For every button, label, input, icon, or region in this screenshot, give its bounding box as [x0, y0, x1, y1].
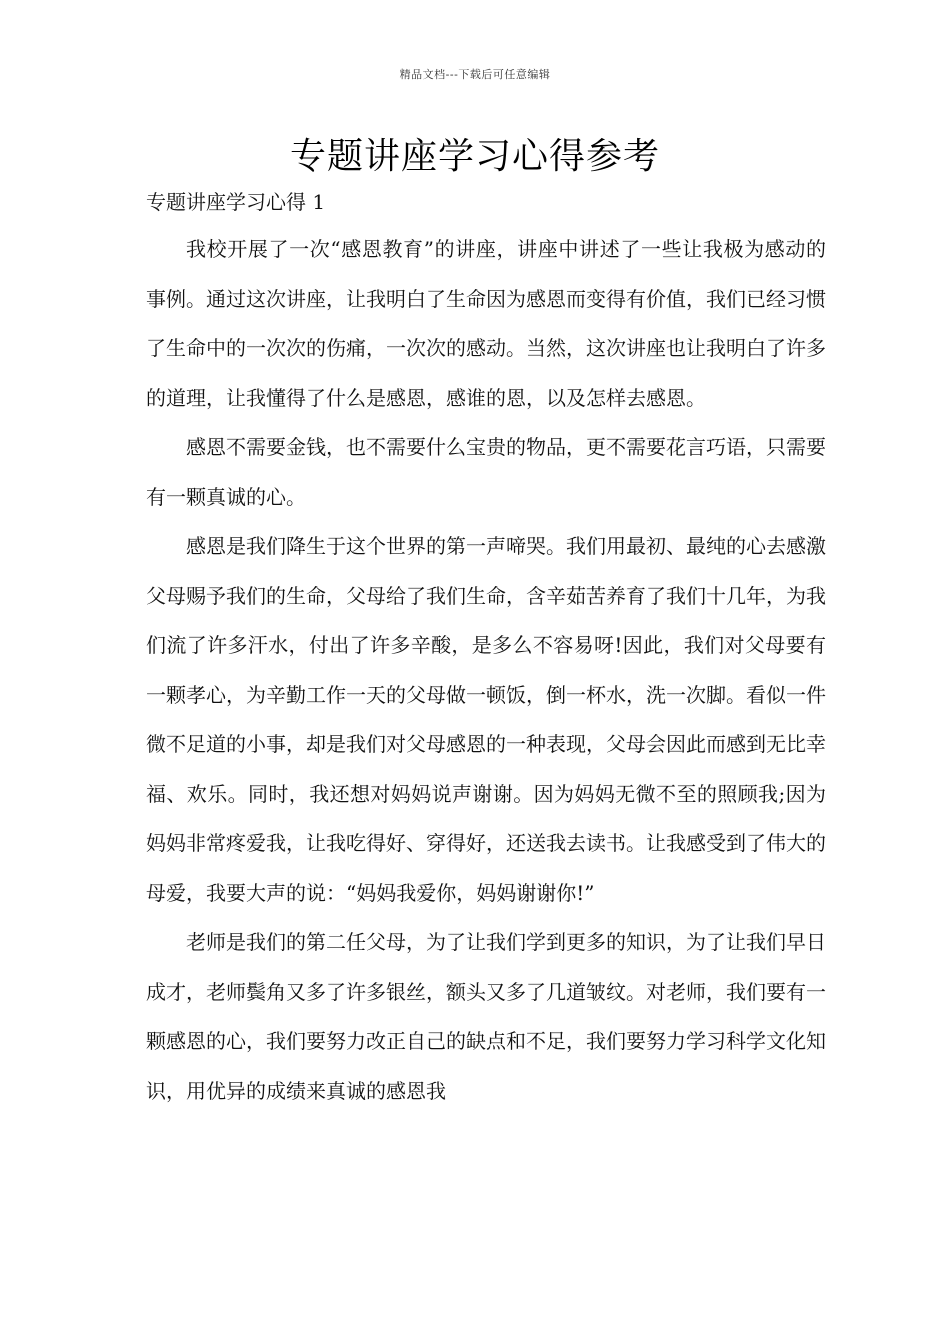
document-body: [146, 225, 826, 1116]
document-title: 专题讲座学习心得参考: [289, 136, 660, 177]
paragraph: 我校开展了一次“感恩教育”的讲座，讲座中讲述了一些让我极为感动的事例。通过这次讲座，让我明白了生命因为感恩而变得有价值，我们已经习惯了生命中的一次次的伤痛，一次次的感动。当然，这次讲座也让我明白了许多的道理，让我懂得了什么是感恩，感谁的恩，以及怎样去感恩。: [146, 237, 826, 410]
header-note: 精品文档---下载后可任意编辑: [399, 68, 551, 81]
paragraph: 老师是我们的第二任父母，为了让我们学到更多的知识，为了让我们早日成才，老师鬓角又多了许多银丝，额头又多了几道皱纹。对老师，我们要有一颗感恩的心，我们要努力改正自己的缺点和不足，我们要努力学习科学文化知识，用优异的成绩来真诚的感恩我: [146, 930, 826, 1103]
paragraph: 感恩不需要金钱，也不需要什么宝贵的物品，更不需要花言巧语，只需要有一颗真诚的心。: [146, 435, 826, 509]
paragraph: 感恩是我们降生于这个世界的第一声啼哭。我们用最初、最纯的心去感激父母赐予我们的生命，父母给了我们生命，含辛茹苦养育了我们十几年，为我们流了许多汗水，付出了许多辛酸，是多么不容易呀!因此，我们对父母要有一颗孝心，为辛勤工作一天的父母做一顿饭，倒一杯水，洗一次脚。看似一件微不足道的小事，却是我们对父母感恩的一种表现，父母会因此而感到无比幸福、欢乐。同时，我还想对妈妈说声谢谢。因为妈妈无微不至的照顾我;因为妈妈非常疼爱我，让我吃得好、穿得好，还送我去读书。让我感受到了伟大的母爱，我要大声的说：“妈妈我爱你，妈妈谢谢你!”: [146, 534, 826, 905]
section-title: 专题讲座学习心得 1: [146, 190, 326, 214]
